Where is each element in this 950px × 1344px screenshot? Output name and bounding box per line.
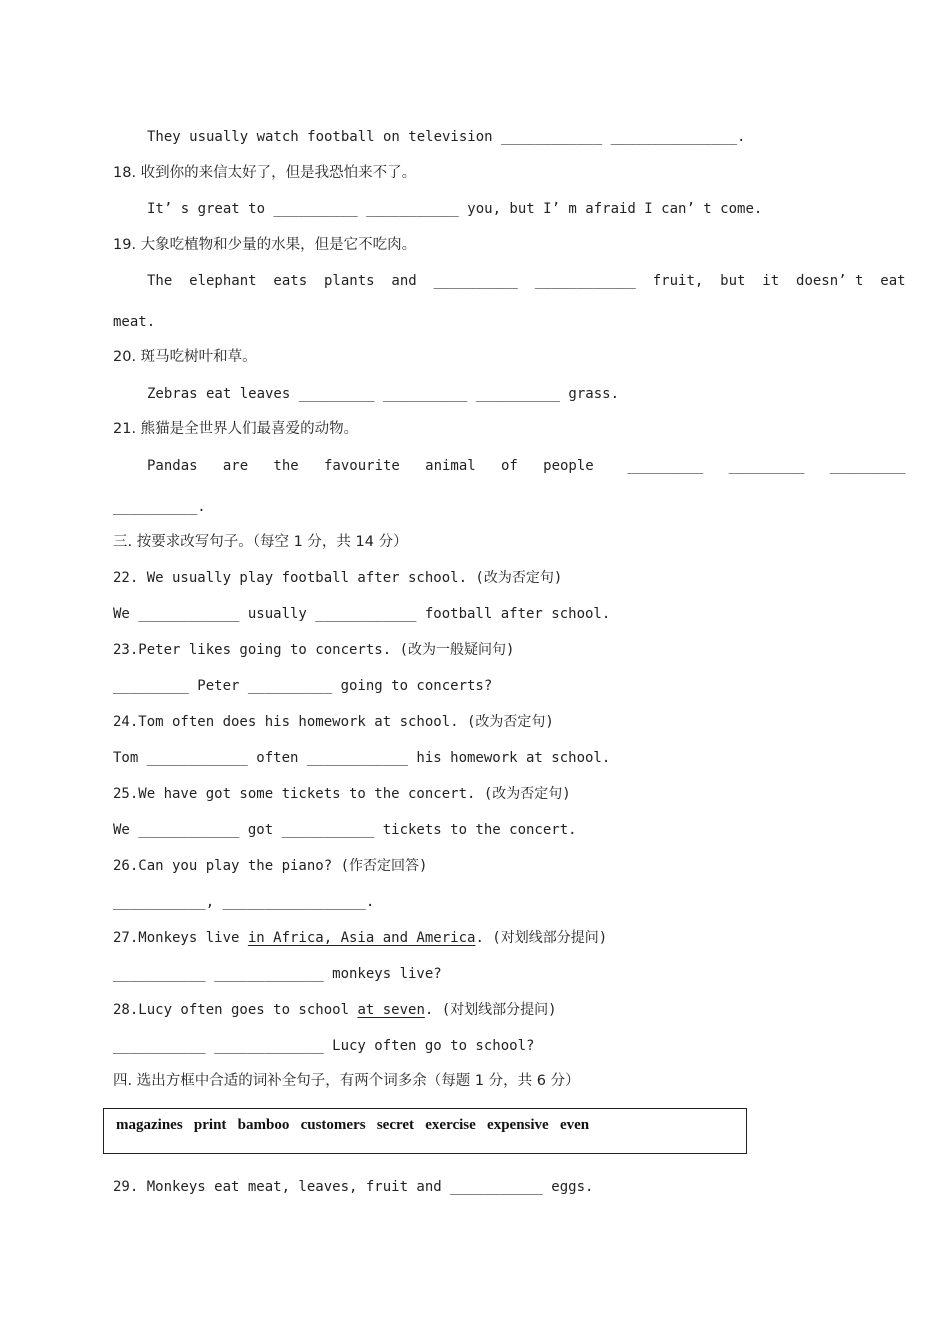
- q28-answer-line: ___________ _____________ Lucy often go to school?: [113, 1038, 535, 1054]
- q20-english-line: Zebras eat leaves _________ __________ __________ grass.: [147, 386, 620, 402]
- q21-english-line: Pandas are the favourite animal of people _________ _________ _________: [147, 458, 906, 474]
- q17-english-line: They usually watch football on television ____________ _______________.: [147, 129, 746, 145]
- q18-chinese-prompt: 18. 收到你的来信太好了，但是我恐怕来不了。: [113, 165, 417, 181]
- q28-prompt-end: . (对划线部分提问): [424, 1002, 557, 1018]
- q18-english-line: It’ s great to __________ ___________ you, but I’ m afraid I can’ t come.: [147, 201, 763, 217]
- q27-prompt-end: . (对划线部分提问): [475, 930, 608, 946]
- q19-english-line: The elephant eats plants and __________ ____________ fruit, but it doesn’ t eat: [147, 273, 906, 289]
- q19-english-continuation: meat.: [113, 314, 156, 330]
- section-3-title: 三. 按要求改写句子。（每空 1 分，共 14 分）: [113, 534, 408, 550]
- q23-prompt: 23.Peter likes going to concerts. (改为一般疑问句): [113, 642, 515, 658]
- q23-answer-line: _________ Peter __________ going to concerts?: [113, 678, 493, 694]
- q27-underlined-phrase: in Africa, Asia and America: [247, 930, 476, 946]
- q22-answer-line: We ____________ usually ____________ football after school.: [113, 606, 611, 622]
- q27-prompt: [113, 929, 607, 947]
- q22-prompt: 22. We usually play football after school. (改为否定句): [113, 570, 563, 586]
- q27-answer-line: ___________ _____________ monkeys live?: [113, 966, 442, 982]
- q28-prompt-start: 28.Lucy often goes to school: [113, 1002, 358, 1018]
- q21-chinese-prompt: 21. 熊猫是全世界人们最喜爱的动物。: [113, 421, 359, 437]
- q24-prompt: 24.Tom often does his homework at school. (改为否定句): [113, 714, 554, 730]
- word-bank-list: magazines print bamboo customers secret exercise expensive even: [116, 1117, 590, 1133]
- q20-chinese-prompt: 20. 斑马吃树叶和草。: [113, 349, 257, 365]
- word-bank-box: [103, 1108, 747, 1154]
- section-4-title: 四. 选出方框中合适的词补全句子，有两个词多余（每题 1 分，共 6 分）: [113, 1073, 580, 1089]
- q28-prompt: [113, 1001, 557, 1019]
- q19-chinese-prompt: 19. 大象吃植物和少量的水果，但是它不吃肉。: [113, 237, 417, 253]
- q26-prompt: 26.Can you play the piano? (作否定回答): [113, 858, 428, 874]
- q29-line: 29. Monkeys eat meat, leaves, fruit and ___________ eggs.: [113, 1179, 594, 1195]
- q25-answer-line: We ____________ got ___________ tickets to the concert.: [113, 822, 577, 838]
- q26-answer-line: ___________, _________________.: [113, 894, 375, 910]
- q28-underlined-phrase: at seven: [357, 1002, 425, 1018]
- q24-answer-line: Tom ____________ often ____________ his homework at school.: [113, 750, 611, 766]
- q25-prompt: 25.We have got some tickets to the concert. (改为否定句): [113, 786, 571, 802]
- q27-prompt-start: 27.Monkeys live: [113, 930, 248, 946]
- q21-english-continuation: __________.: [113, 499, 206, 515]
